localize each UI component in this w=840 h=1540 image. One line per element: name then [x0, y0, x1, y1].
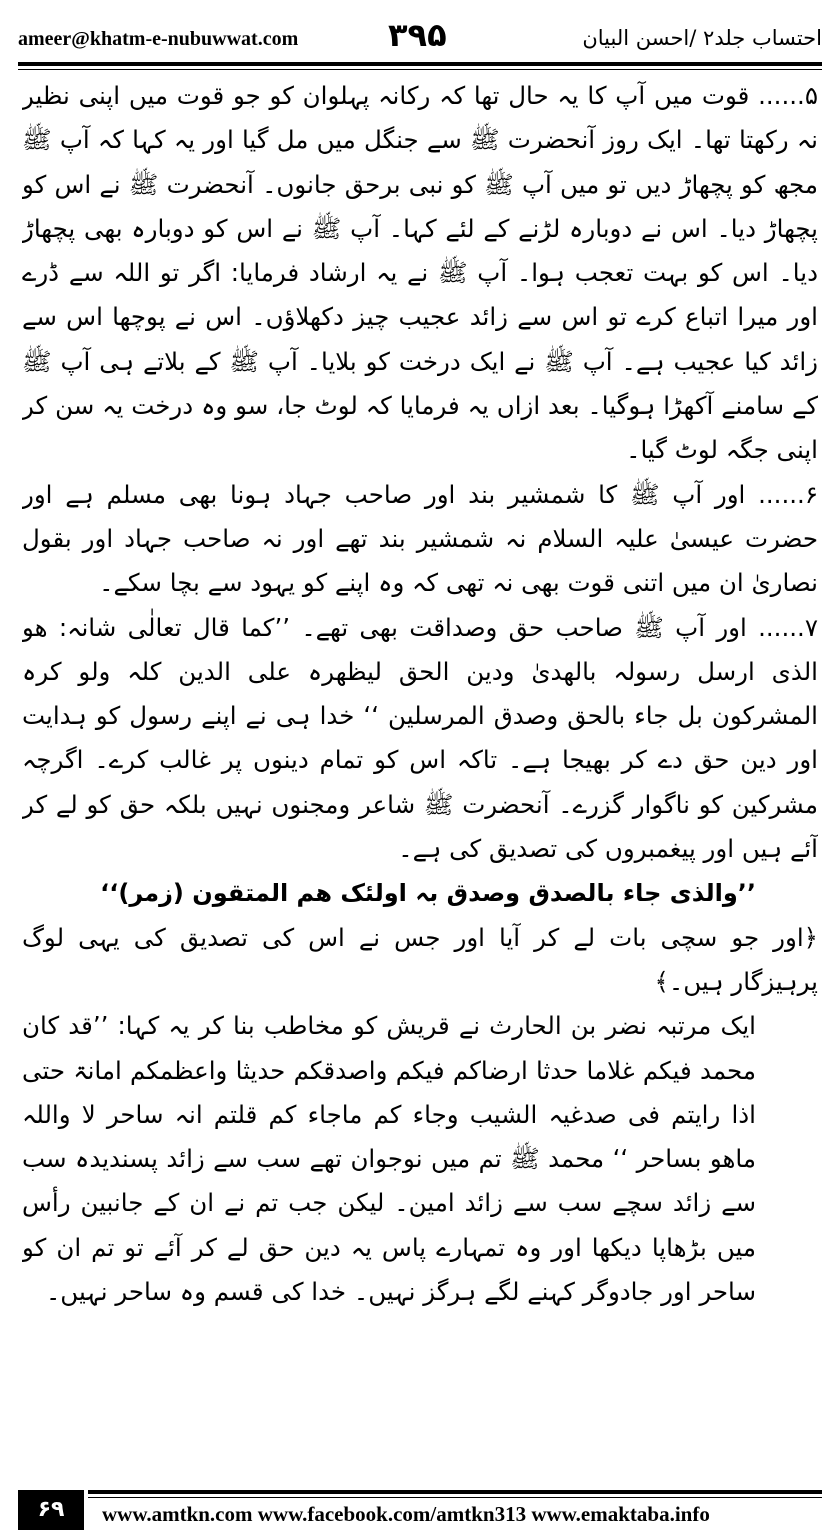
page-body: [22, 74, 818, 1484]
page-number: ۳۹۵: [388, 16, 447, 54]
paragraph-7: ۷...... اور آپ ﷺ صاحب حق وصداقت بھی تھے۔ ’’کما قال تعالٰی شانہ: ھو الذی ارسل رسولہ بالھدیٰ ودین الحق لیظھرہ علی الدین کلہ ولو کرہ المشرکون بل جاء بالحق وصدق المرسلین ‘‘ خدا ہی نے اپنے رسول کو ہدایت اور دین حق دے کر بھیجا ہے۔ تاکہ اس کو تمام دینوں پر غالب کرے۔ اگرچہ مشرکین کو ناگوار گزرے۔ آنحضرت ﷺ شاعر ومجنوں نہیں بلکہ حق کو لے کر آئے ہیں اور پیغمبروں کی تصدیق کی ہے۔: [22, 612, 818, 864]
page-footer: [18, 1490, 822, 1530]
footer-page-index: ۶۹: [18, 1490, 84, 1530]
footer-rule-thin: [88, 1497, 822, 1498]
footer-links: www.amtkn.com www.facebook.com/amtkn313 www.emaktaba.info: [102, 1502, 710, 1526]
closing-paragraph: ایک مرتبہ نضر بن الحارث نے قریش کو مخاطب بنا کر یہ کہا: ’’قد کان محمد فیکم غلاما حدثا ارضاکم فیکم واصدقکم حدیثا واعظمکم امانۃ حتی اذا رایتم فی صدغیہ الشیب وجاء کم ماجاء کم قلتم انہ ساحر لا واللہ ماھو بساحر ‘‘ محمد ﷺ تم میں نوجوان تھے سب سے زائد پسندیدہ سب سے زائد سچے سب سے زائد امین۔ لیکن جب تم نے ان کے جانبین رأس میں بڑھاپا دیکھا اور وہ تمہارے پاس یہ دین حق لے کر آئے تو تم ان کو ساحر اور جادوگر کہنے لگے ہرگز نہیں۔ خدا کی قسم وہ ساحر نہیں۔: [22, 1011, 756, 1307]
paragraph-6: ۶...... اور آپ ﷺ کا شمشیر بند اور صاحب جہاد ہونا بھی مسلم ہے اور حضرت عیسیٰ علیہ السلام نہ شمشیر بند تھے اور نہ صاحب جہاد اور بقول نصاریٰ ان میں اتنی قوت بھی نہ تھی کہ وہ اپنے کو یہود سے بچا سکے۔: [22, 479, 818, 598]
quran-quote-arabic: ’’والذی جاء بالصدق وصدق بہ اولئک ھم المتقون (زمر)‘‘: [100, 879, 756, 908]
book-title: احتساب جلد۲ /احسن البیان: [582, 26, 822, 50]
header-rule: [18, 62, 822, 70]
contact-email: ameer@khatm-e-nubuwwat.com: [18, 28, 299, 50]
footer-rule: [88, 1490, 822, 1494]
quran-quote-translation: ﴿اور جو سچی بات لے کر آیا اور جس نے اس کی تصدیق کی یہی لوگ پرہیزگار ہیں۔﴾: [22, 922, 818, 996]
paragraph-5: ۵...... قوت میں آپ کا یہ حال تھا کہ رکانہ پہلوان کو جو قوت میں اپنی نظیر نہ رکھتا تھا۔ ایک روز آنحضرت ﷺ سے جنگل میں مل گیا اور یہ کہا کہ آپ ﷺ مجھ کو پچھاڑ دیں تو میں آپ ﷺ کو نبی برحق جانوں۔ آنحضرت ﷺ نے اس کو پچھاڑ دیا۔ اس نے دوبارہ لڑنے کے لئے کہا۔ آپ ﷺ نے اس کو دوبارہ بھی پچھاڑ دیا۔ اس کو بہت تعجب ہوا۔ آپ ﷺ نے یہ ارشاد فرمایا: اگر تو اللہ سے ڈرے اور میرا اتباع کرے تو اس سے زائد عجیب چیز دکھلاؤں۔ اس نے پوچھا اس سے زائد کیا عجیب ہے۔ آپ ﷺ نے ایک درخت کو بلایا۔ آپ ﷺ کے بلاتے ہی آپ ﷺ کے سامنے آکھڑا ہوگیا۔ بعد ازاں یہ فرمایا کہ لوٹ جا، سو وہ درخت یہ سن کر اپنی جگہ لوٹ گیا۔: [22, 81, 818, 465]
page-header: [18, 14, 822, 60]
